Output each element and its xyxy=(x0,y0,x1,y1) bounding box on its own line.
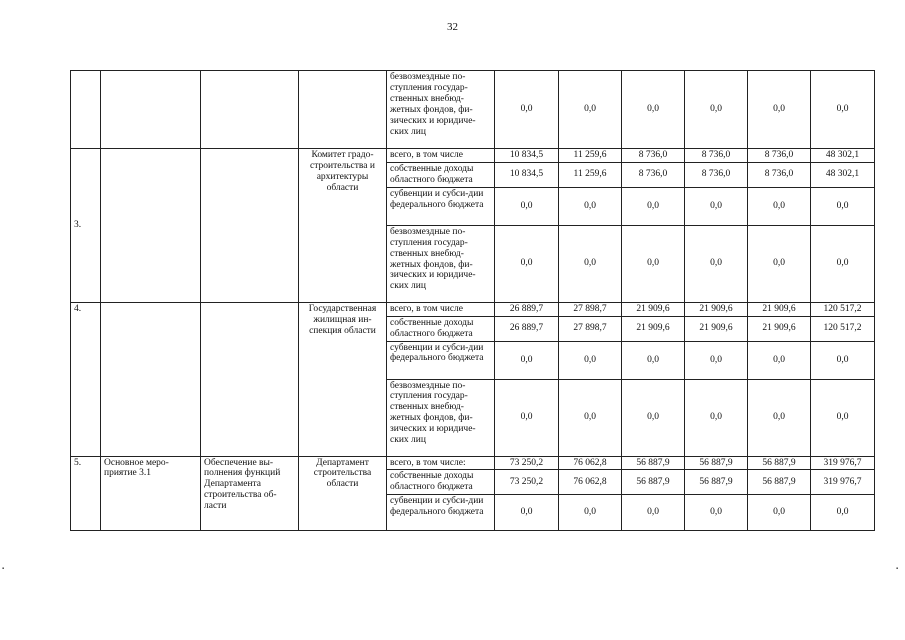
value-cell: 0,0 xyxy=(811,71,875,149)
name-cell xyxy=(101,302,201,456)
source-label: безвозмездные по-ступления государ-ственных внебюд-жетных фондов, фи-зических и юридиче-ских лиц xyxy=(387,71,495,149)
name-cell xyxy=(101,71,201,149)
source-label: собственные доходы областного бюджета xyxy=(387,316,495,341)
value-cell: 56 887,9 xyxy=(685,470,748,495)
value-cell: 27 898,7 xyxy=(559,302,622,316)
value-cell: 26 889,7 xyxy=(495,316,559,341)
scan-edge-mark-left: ▪ xyxy=(2,566,5,572)
name-cell xyxy=(101,149,201,303)
description-cell xyxy=(201,71,299,149)
value-cell: 0,0 xyxy=(685,225,748,302)
value-cell: 21 909,6 xyxy=(622,316,685,341)
value-cell: 21 909,6 xyxy=(685,302,748,316)
value-cell: 10 834,5 xyxy=(495,149,559,163)
responsible-cell: Департамент строительства области xyxy=(299,456,387,531)
value-cell: 0,0 xyxy=(559,71,622,149)
value-cell: 76 062,8 xyxy=(559,470,622,495)
funding-table xyxy=(70,70,875,531)
value-cell: 8 736,0 xyxy=(685,149,748,163)
value-cell: 0,0 xyxy=(622,71,685,149)
table-row xyxy=(71,149,875,163)
source-label: субвенции и субси-дии федерального бюджета xyxy=(387,341,495,379)
value-cell: 10 834,5 xyxy=(495,162,559,187)
value-cell: 8 736,0 xyxy=(748,162,811,187)
value-cell: 0,0 xyxy=(811,495,875,531)
value-cell: 319 976,7 xyxy=(811,470,875,495)
index-cell xyxy=(71,71,101,149)
value-cell: 11 259,6 xyxy=(559,162,622,187)
funding-table-wrapper xyxy=(70,70,874,531)
value-cell: 21 909,6 xyxy=(748,302,811,316)
source-label: собственные доходы областного бюджета xyxy=(387,470,495,495)
row-index: 3. xyxy=(71,149,101,303)
value-cell: 56 887,9 xyxy=(748,470,811,495)
value-cell: 0,0 xyxy=(559,341,622,379)
value-cell: 120 517,2 xyxy=(811,316,875,341)
value-cell: 0,0 xyxy=(495,225,559,302)
value-cell: 21 909,6 xyxy=(685,316,748,341)
source-label: безвозмездные по-ступления государ-ственных внебюд-жетных фондов, фи-зических и юридиче-ских лиц xyxy=(387,225,495,302)
value-cell: 73 250,2 xyxy=(495,470,559,495)
value-cell: 0,0 xyxy=(811,379,875,456)
source-label: всего, в том числе xyxy=(387,302,495,316)
description-cell xyxy=(201,302,299,456)
value-cell: 0,0 xyxy=(495,495,559,531)
value-cell: 56 887,9 xyxy=(622,456,685,470)
source-label: всего, в том числе xyxy=(387,149,495,163)
value-cell: 0,0 xyxy=(622,341,685,379)
value-cell: 76 062,8 xyxy=(559,456,622,470)
value-cell: 120 517,2 xyxy=(811,302,875,316)
value-cell: 0,0 xyxy=(559,225,622,302)
value-cell: 319 976,7 xyxy=(811,456,875,470)
value-cell: 0,0 xyxy=(622,495,685,531)
page-number: 32 xyxy=(447,21,458,33)
value-cell: 0,0 xyxy=(622,225,685,302)
source-label: всего, в том числе: xyxy=(387,456,495,470)
name-cell: Основное меро-приятие 3.1 xyxy=(101,456,201,531)
value-cell: 0,0 xyxy=(685,71,748,149)
table-row xyxy=(71,71,875,149)
source-label: безвозмездные по-ступления государ-ственных внебюд-жетных фондов, фи-зических и юридиче-ских лиц xyxy=(387,379,495,456)
value-cell: 73 250,2 xyxy=(495,456,559,470)
value-cell: 0,0 xyxy=(748,341,811,379)
value-cell: 56 887,9 xyxy=(622,470,685,495)
value-cell: 0,0 xyxy=(559,187,622,225)
value-cell: 8 736,0 xyxy=(622,149,685,163)
value-cell: 0,0 xyxy=(748,225,811,302)
value-cell: 56 887,9 xyxy=(748,456,811,470)
value-cell: 8 736,0 xyxy=(748,149,811,163)
row-index: 5. xyxy=(71,456,101,531)
table-row xyxy=(71,302,875,316)
value-cell: 0,0 xyxy=(748,187,811,225)
value-cell: 0,0 xyxy=(495,187,559,225)
row-index: 4. xyxy=(71,302,101,456)
value-cell: 0,0 xyxy=(559,379,622,456)
value-cell: 0,0 xyxy=(495,71,559,149)
value-cell: 0,0 xyxy=(622,379,685,456)
responsible-cell: Комитет градо-строительства и архитектуры области xyxy=(299,149,387,303)
value-cell: 48 302,1 xyxy=(811,162,875,187)
value-cell: 0,0 xyxy=(811,187,875,225)
responsible-cell: Государственная жилищная ин-спекция области xyxy=(299,302,387,456)
value-cell: 0,0 xyxy=(622,187,685,225)
value-cell: 26 889,7 xyxy=(495,302,559,316)
value-cell: 56 887,9 xyxy=(685,456,748,470)
responsible-cell xyxy=(299,71,387,149)
source-label: собственные доходы областного бюджета xyxy=(387,162,495,187)
value-cell: 0,0 xyxy=(685,341,748,379)
value-cell: 0,0 xyxy=(685,187,748,225)
value-cell: 0,0 xyxy=(811,341,875,379)
description-cell: Обеспечение вы-полнения функций Департамента строительства об-ласти xyxy=(201,456,299,531)
value-cell: 8 736,0 xyxy=(622,162,685,187)
value-cell: 21 909,6 xyxy=(622,302,685,316)
value-cell: 48 302,1 xyxy=(811,149,875,163)
value-cell: 0,0 xyxy=(748,71,811,149)
scan-edge-mark-right: ▪ xyxy=(896,566,899,572)
source-label: субвенции и субси-дии федерального бюджета xyxy=(387,495,495,531)
value-cell: 11 259,6 xyxy=(559,149,622,163)
value-cell: 0,0 xyxy=(495,379,559,456)
source-label: субвенции и субси-дии федерального бюджета xyxy=(387,187,495,225)
value-cell: 0,0 xyxy=(495,341,559,379)
value-cell: 27 898,7 xyxy=(559,316,622,341)
value-cell: 0,0 xyxy=(748,495,811,531)
value-cell: 0,0 xyxy=(811,225,875,302)
value-cell: 0,0 xyxy=(685,379,748,456)
value-cell: 21 909,6 xyxy=(748,316,811,341)
value-cell: 0,0 xyxy=(748,379,811,456)
table-row xyxy=(71,456,875,470)
description-cell xyxy=(201,149,299,303)
value-cell: 0,0 xyxy=(685,495,748,531)
value-cell: 0,0 xyxy=(559,495,622,531)
value-cell: 8 736,0 xyxy=(685,162,748,187)
